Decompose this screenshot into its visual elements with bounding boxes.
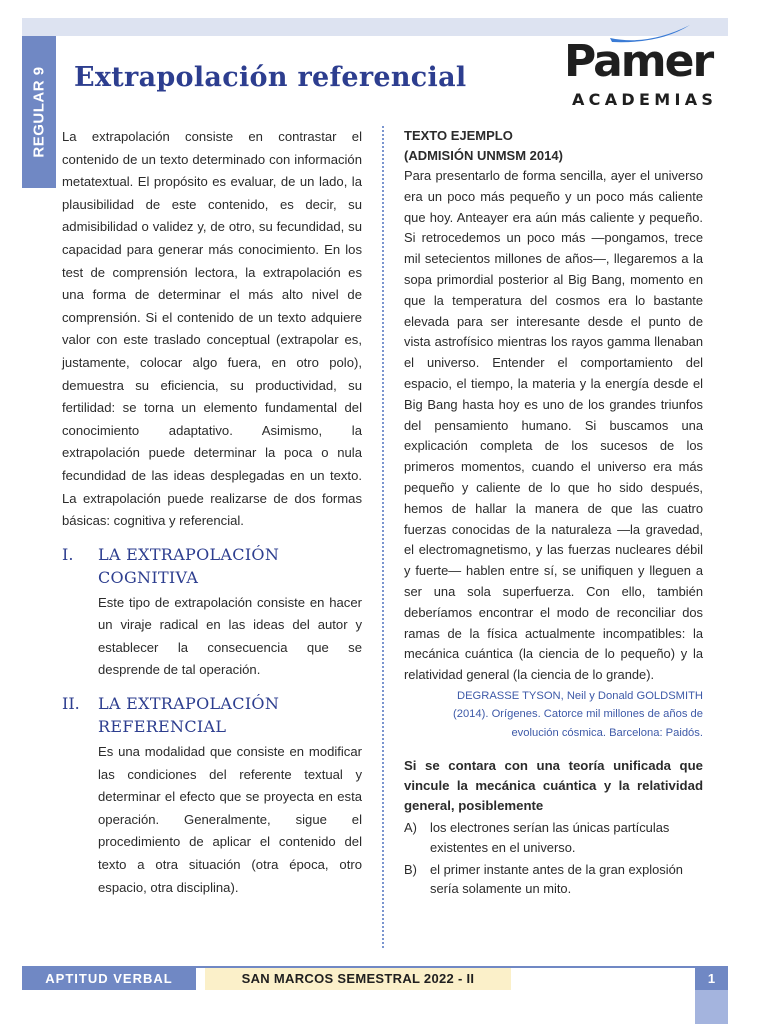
answer-options bbox=[404, 818, 703, 898]
citation-work: (2014). Orígenes. Catorce mil millones de años de evolución cósmica. Barcelona: Paidós. bbox=[453, 708, 703, 739]
option-text: los electrones serían las únicas partículas existentes en el universo. bbox=[430, 820, 670, 856]
page-title: Extrapolación referencial bbox=[74, 62, 467, 93]
example-source: (ADMISIÓN UNMSM 2014) bbox=[404, 148, 563, 163]
column-divider bbox=[382, 126, 384, 948]
option-b[interactable] bbox=[404, 860, 703, 899]
brand-name: Pamer bbox=[564, 36, 713, 87]
section-title: LA EXTRAPOLACIÓN REFERENCIAL bbox=[98, 694, 280, 737]
side-tab-label: REGULAR 9 bbox=[30, 66, 48, 158]
left-column bbox=[62, 126, 362, 899]
example-label: TEXTO EJEMPLO bbox=[404, 128, 513, 143]
option-a[interactable] bbox=[404, 818, 703, 857]
intro-paragraph: La extrapolación consiste en contrastar el contenido de un texto determinado con información metatextual. El propósito es evaluar, de un lado, la plausibilidad de este contenido, es decir, su admisibilidad o validez y, de otro, su fecundidad, su capacidad para generar más conocimiento. En los test de comprensión lectora, la extrapolación es una forma de determinar el más alto nivel de comprensión. Si el contenido de un texto adquiere valor con este traslado conceptual (extrapolar es, justamente, colocar algo fuera, en otro polo), demuestra su eficiencia, su productividad, su fertilidad: se torna un elemento fundamental del conocimiento adaptativo. Asimismo, la extrapolación puede determinar la poca o nula fecundidad de las ideas desplegadas en un texto. La extrapolación puede realizarse de dos formas básicas: cognitiva y referencial. bbox=[62, 129, 362, 529]
section-body: Este tipo de extrapolación consiste en hacer un viraje radical en las ideas del autor y establecer la consecuencia que se desprende de tal operación. bbox=[98, 594, 362, 678]
section-number: I. bbox=[62, 544, 74, 564]
brand-logo bbox=[560, 24, 730, 114]
section-body: Es una modalidad que consiste en modificar las condiciones del referente textual y determinar el efecto que se proyecta en esta operación. Generalmente, sigue el procedimiento de aplicar el contenido del texto a otra situación (otra época, otro espacio, otra disciplina). bbox=[98, 744, 362, 895]
right-column bbox=[404, 126, 703, 901]
option-letter: A) bbox=[404, 820, 417, 836]
side-tab bbox=[22, 36, 56, 188]
citation bbox=[404, 687, 703, 743]
footer-cycle: SAN MARCOS SEMESTRAL 2022 - II bbox=[205, 968, 511, 990]
question-stem: Si se contara con una teoría unificada que vincule la mecánica cuántica y la relatividad general, posiblemente bbox=[404, 758, 703, 814]
section-referential bbox=[62, 692, 362, 899]
brand-subtitle: ACADEMIAS bbox=[572, 90, 718, 109]
example-text: Para presentarlo de forma sencilla, ayer el universo era un poco más pequeño y un poco más caliente que hoy. Anteayer era aún más caliente y pequeño. Si retrocedemos un poco más —pongamos, trece mil setecientos millones de años—, llegaremos a la sopa primordial posterior al Big Bang, momento en que la temperatura del cosmos era lo bastante elevada para ser interesante desde el punto de vista astrofísico mientras los rayos gamma llenaban el universo. Entender el comportamiento del espacio, el tiempo, la materia y la energía desde el Big Bang hasta hoy es uno de los grandes triunfos del pensamiento humano. Si buscamos una explicación completa de los sucesos de los primeros momentos, cuando el universo era más pequeño y caliente de lo que ho sido después, hemos de hallar la manera de que las cuatro fuerzas conocidas de la naturaleza —la gravedad, el electromagnetismo, y las fuerzas nucleares débil y fuerte— hablen entre sí, se unifiquen y lleguen a ser una sola superfuerza. Con ello, también deberíamos encontrar el modo de reconciliar dos ramas de la física actualmente incompatibles: la mecánica cuántica (la ciencia de lo pequeño) y la relatividad general (la ciencia de lo grande). bbox=[404, 168, 703, 683]
footer-tab bbox=[695, 990, 728, 1024]
option-text: el primer instante antes de la gran explosión sería solamente un mito. bbox=[430, 861, 683, 897]
section-title: LA EXTRAPOLACIÓN COGNITIVA bbox=[98, 544, 280, 587]
section-heading bbox=[62, 543, 362, 589]
section-cognitive bbox=[62, 543, 362, 682]
citation-authors: DEGRASSE TYSON, Neil y Donald GOLDSMITH bbox=[457, 689, 703, 702]
page-number: 1 bbox=[695, 968, 728, 990]
section-number: II. bbox=[62, 694, 80, 714]
footer-course: APTITUD VERBAL bbox=[22, 968, 196, 990]
option-letter: B) bbox=[404, 861, 417, 877]
section-heading bbox=[62, 692, 362, 738]
